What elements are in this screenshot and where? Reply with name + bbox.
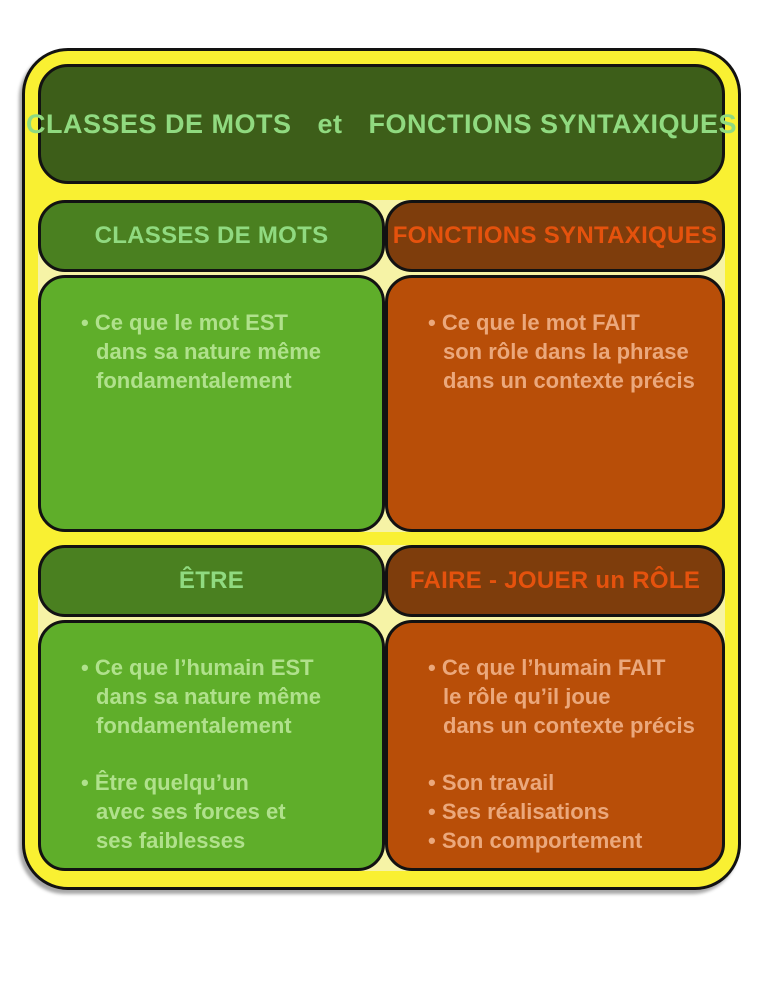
bullet-line: • Être quelqu’un [81, 770, 249, 795]
bullet-group [428, 653, 714, 740]
bullet-group [81, 768, 374, 855]
bullet-line: • Son comportement [428, 828, 643, 853]
poster-frame [22, 48, 741, 890]
bullet-line: • Ce que le mot FAIT [428, 310, 640, 335]
title-connector: et [317, 108, 343, 139]
bullet-group [428, 768, 714, 855]
bullet-line: fondamentalement [96, 368, 292, 393]
body-etre [38, 620, 385, 871]
bullet-line: dans un contexte précis [443, 713, 695, 738]
bullet-line: ses faiblesses [96, 828, 246, 853]
header-etre: ÊTRE [38, 545, 385, 617]
bullet-line: • Ses réalisations [428, 799, 610, 824]
panel-faire-jouer-un-role [385, 545, 725, 871]
header-fonctions-syntaxiques: FONCTIONS SYNTAXIQUES [385, 200, 725, 272]
bullet-line: dans un contexte précis [443, 368, 695, 393]
bullet-line: avec ses forces et [96, 799, 286, 824]
body-faire-jouer-un-role [385, 620, 725, 871]
body-classes-de-mots [38, 275, 385, 532]
body-fonctions-syntaxiques [385, 275, 725, 532]
row-word-classes-vs-functions [38, 200, 725, 532]
bullet-line: • Son travail [428, 770, 555, 795]
header-classes-de-mots: CLASSES DE MOTS [38, 200, 385, 272]
row-etre-vs-faire [38, 545, 725, 871]
bullet-line: le rôle qu’il joue [443, 684, 611, 709]
bullet-line: fondamentalement [96, 713, 292, 738]
title-part2: FONCTIONS SYNTAXIQUES [368, 108, 738, 139]
panel-fonctions-syntaxiques [385, 200, 725, 532]
bullet-line: • Ce que l’humain FAIT [428, 655, 666, 680]
bullet-line: dans sa nature même [96, 339, 321, 364]
header-faire-jouer-un-role: FAIRE - JOUER un RÔLE [385, 545, 725, 617]
bullet-line: son rôle dans la phrase [443, 339, 689, 364]
bullet-line: dans sa nature même [96, 684, 321, 709]
bullet-line: • Ce que l’humain EST [81, 655, 314, 680]
title-banner [25, 64, 738, 184]
title-part1: CLASSES DE MOTS [25, 108, 292, 139]
panel-etre [38, 545, 385, 871]
panel-classes-de-mots [38, 200, 385, 532]
bullet-group [81, 653, 374, 740]
bullet-line: • Ce que le mot EST [81, 310, 288, 335]
